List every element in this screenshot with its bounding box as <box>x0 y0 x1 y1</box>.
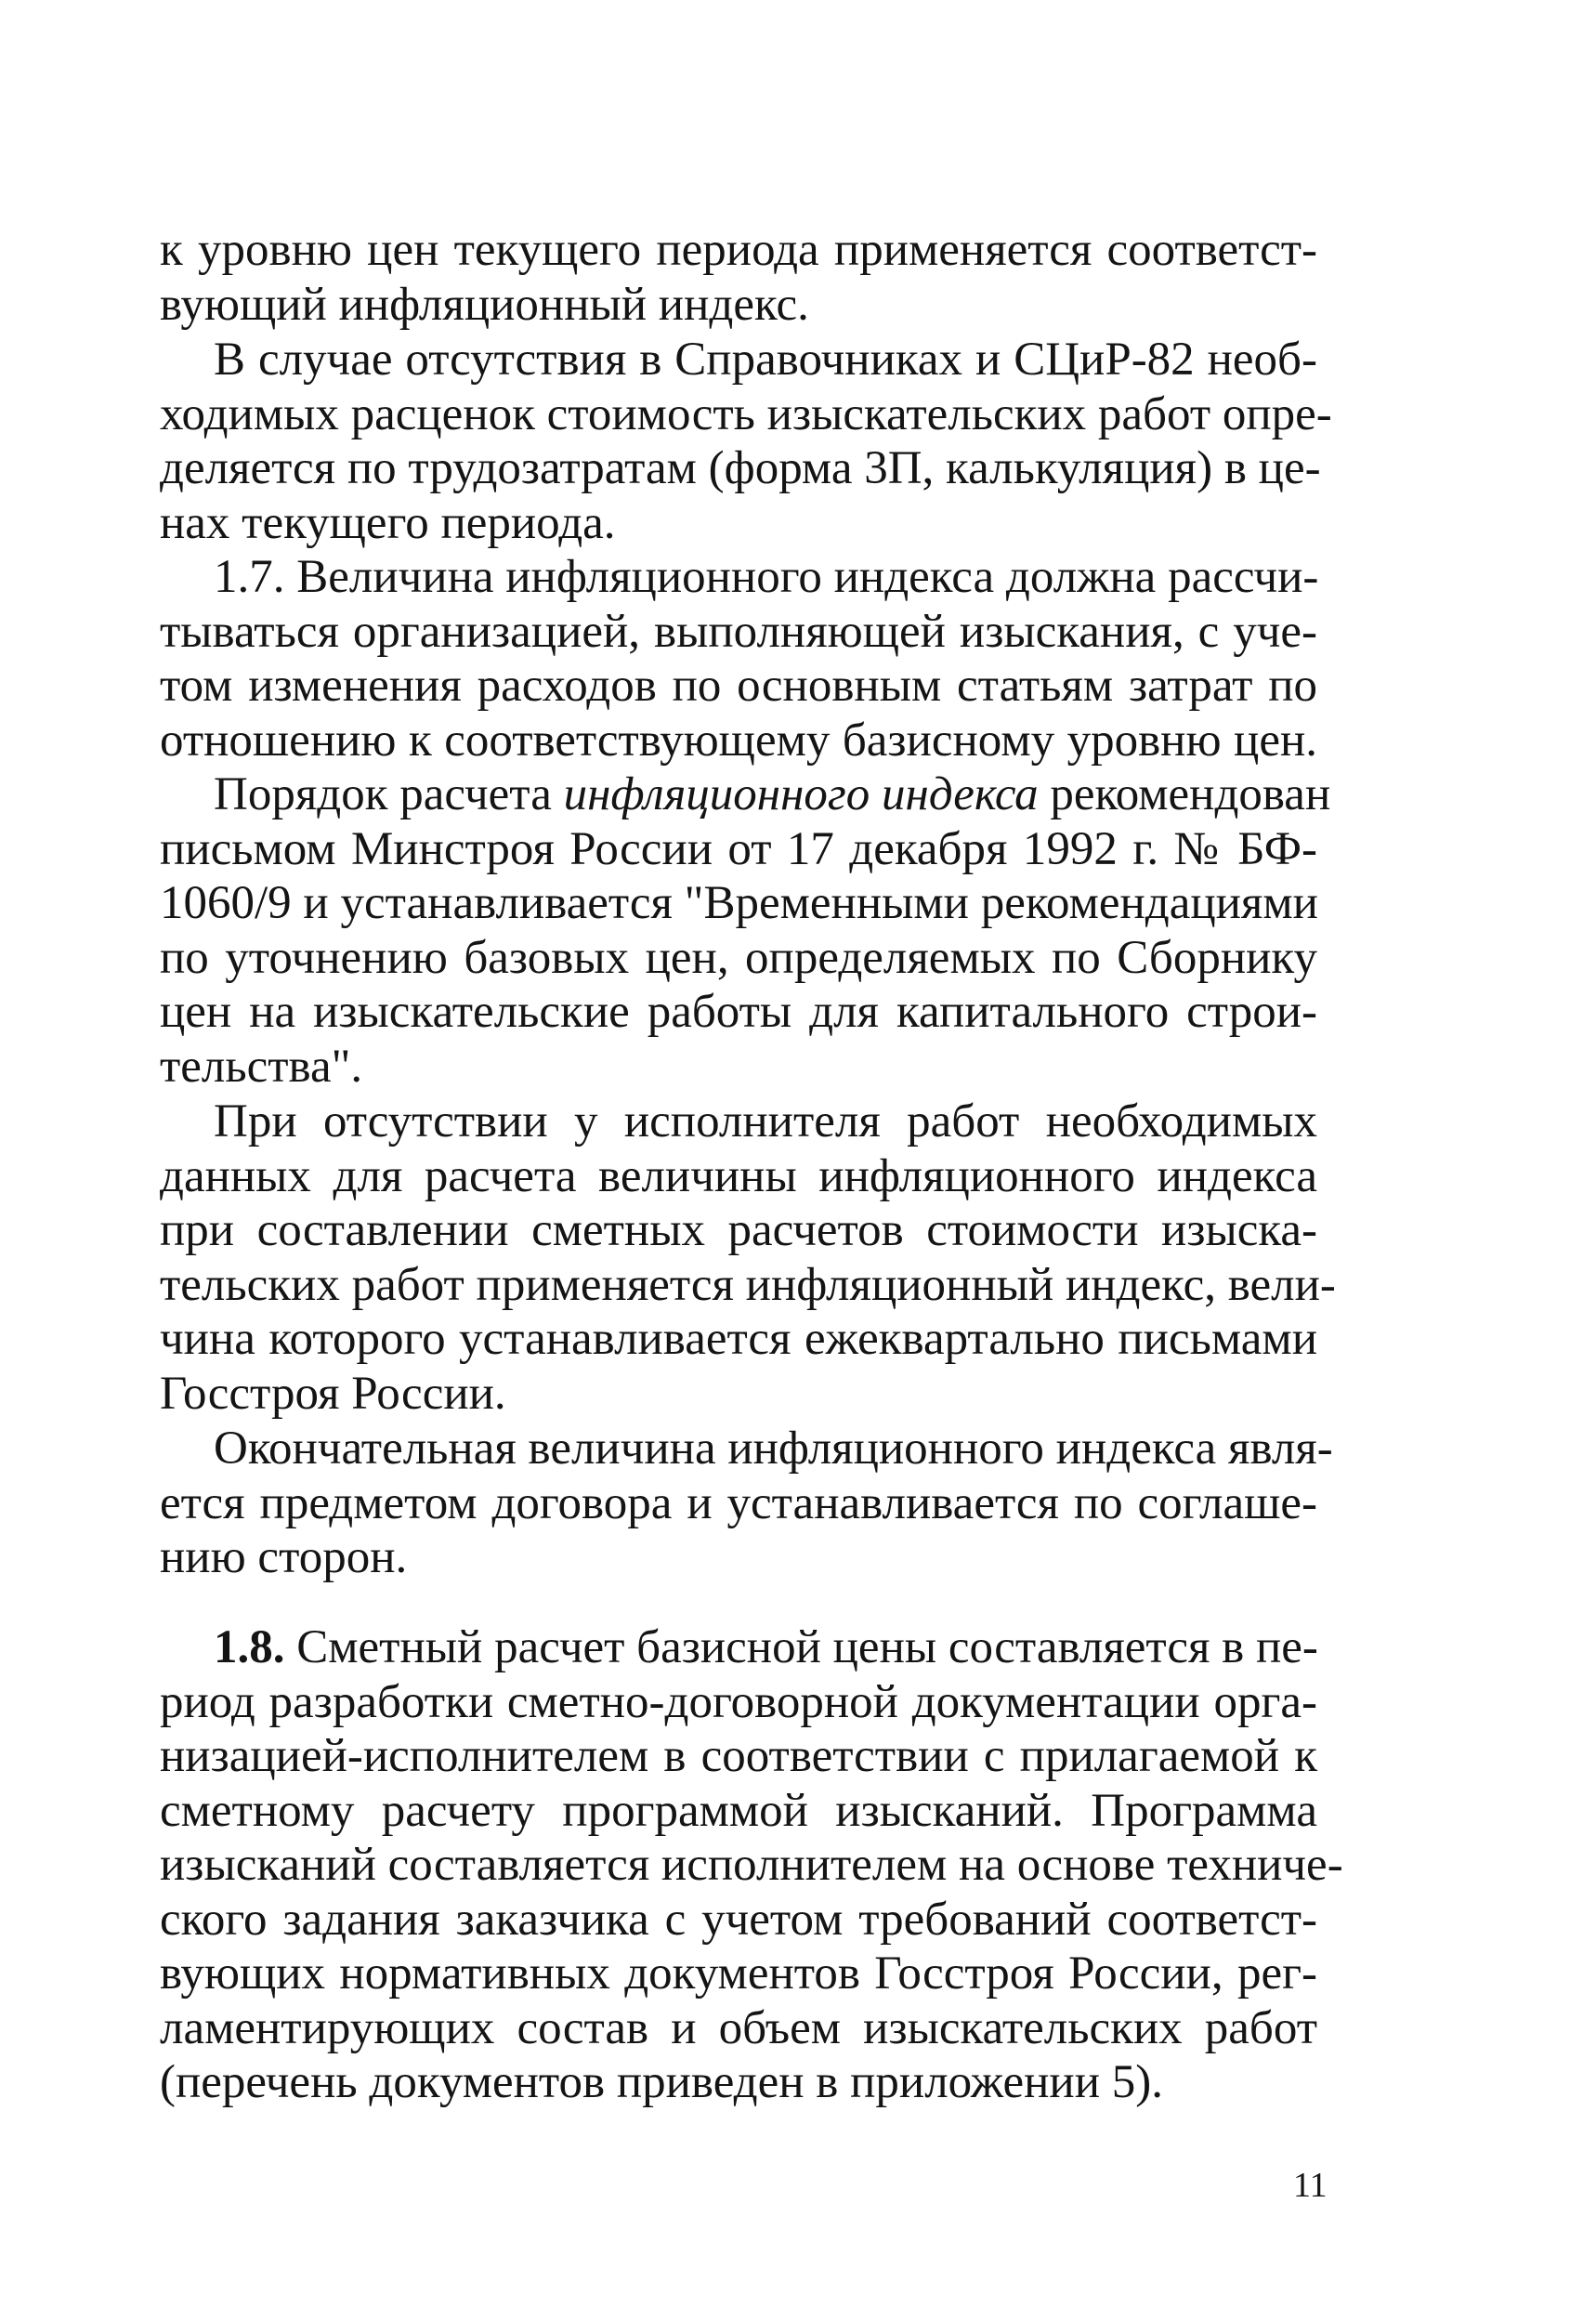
text-line: 1.7. Величина инфляционного индекса должна рассчи- <box>214 551 1319 603</box>
paragraph-missing-rates <box>160 333 1332 550</box>
section-number: 1.8. <box>214 1621 285 1673</box>
text-line: (перечень документов приведен в приложении 5). <box>160 2056 1163 2108</box>
text-line: 1060/9 и устанавливается "Временными рекомендациями <box>160 877 1318 929</box>
text-line: нах текущего периода. <box>160 496 616 549</box>
text-line: при составлении сметных расчетов стоимости изыска- <box>160 1204 1317 1256</box>
text-line: вующий инфляционный индекс. <box>160 278 809 331</box>
paragraph-1-7 <box>160 550 1317 767</box>
text-line: ского задания заказчика с учетом требований соответст- <box>160 1893 1317 1946</box>
text-line: нию сторон. <box>160 1531 408 1583</box>
text-line: к уровню цен текущего периода применяется соответст- <box>160 224 1317 276</box>
paragraph-1-8 <box>160 1620 1343 2110</box>
text-line: вующих нормативных документов Госстроя России, рег- <box>160 1947 1317 2000</box>
text-line: тельства". <box>160 1040 363 1093</box>
text-line: В случае отсутствия в Справочниках и СЦиР-82 необ- <box>214 334 1317 386</box>
text-fragment: Порядок расчета <box>214 768 564 820</box>
text-line: том изменения расходов по основным статьям затрат по <box>160 660 1317 712</box>
text-line: деляется по трудозатратам (форма 3П, калькуляция) в це- <box>160 442 1321 494</box>
text-line: отношению к соответствующему базисному уровню цен. <box>160 714 1317 767</box>
text-line: ется предметом договора и устанавливается по соглаше- <box>160 1476 1317 1529</box>
text-line: по уточнению базовых цен, определяемых по Сборнику <box>160 931 1317 984</box>
text-line <box>160 767 1331 822</box>
text-line: письмом Минстроя России от 17 декабря 1992 г. № БФ- <box>160 822 1317 875</box>
text-line: тельских работ применяется инфляционный индекс, вели- <box>160 1258 1336 1311</box>
text-line: риод разработки сметно-договорной документации орга- <box>160 1675 1317 1728</box>
text-line: тываться организацией, выполняющей изыскания, с уче- <box>160 605 1317 658</box>
paragraph-no-data <box>160 1095 1336 1421</box>
text-line <box>160 1620 1317 1675</box>
text-line: изысканий составляется исполнителем на основе техниче- <box>160 1839 1343 1891</box>
paragraph-final-value <box>160 1422 1333 1585</box>
text-line: ходимых расценок стоимость изыскательских работ опре- <box>160 387 1332 440</box>
text-fragment: Сметный расчет базисной цены составляется в пе- <box>284 1621 1318 1673</box>
italic-term: инфляционного индекса <box>563 768 1039 820</box>
paragraph-continuation <box>160 223 1317 332</box>
text-fragment: рекомендован <box>1038 768 1331 820</box>
text-line: чина которого устанавливается ежеквартально письмами <box>160 1313 1317 1365</box>
text-line: Окончательная величина инфляционного индекса явля- <box>214 1423 1333 1475</box>
text-line: Госстроя России. <box>160 1367 506 1420</box>
text-line: ламентирующих состав и объем изыскательских работ <box>160 2001 1317 2054</box>
page-number: 11 <box>1293 2166 1328 2205</box>
text-line: сметному расчету программой изысканий. Программа <box>160 1784 1317 1837</box>
text-line: данных для расчета величины инфляционного индекса <box>160 1149 1317 1202</box>
text-line: низацией-исполнителем в соответствии с прилагаемой к <box>160 1730 1317 1782</box>
paragraph-calculation-order <box>160 767 1331 1094</box>
text-line: цен на изыскательские работы для капитального строи- <box>160 986 1317 1038</box>
text-line: При отсутствии у исполнителя работ необходимых <box>214 1095 1317 1147</box>
